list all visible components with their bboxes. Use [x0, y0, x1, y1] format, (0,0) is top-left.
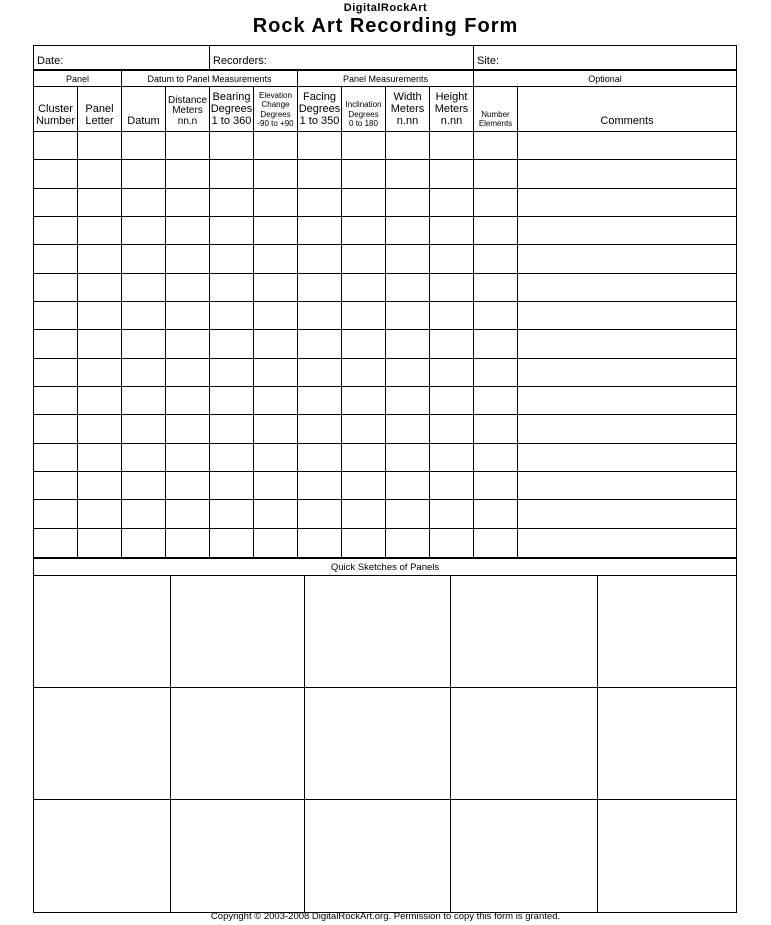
data-cell	[518, 245, 736, 273]
data-cell	[430, 245, 474, 273]
data-cell	[342, 217, 386, 245]
data-cell	[342, 444, 386, 472]
column-header-datum: Datum	[122, 87, 166, 131]
data-cell	[78, 217, 122, 245]
data-cell	[430, 500, 474, 528]
data-cell	[254, 245, 298, 273]
data-cell	[298, 444, 342, 472]
sketch-cell	[171, 800, 305, 912]
data-cell	[166, 132, 210, 160]
data-cell	[386, 529, 430, 557]
data-cell	[386, 160, 430, 188]
data-cell	[298, 274, 342, 302]
data-cell	[122, 415, 166, 443]
data-cell	[386, 387, 430, 415]
data-cell	[474, 472, 518, 500]
data-cell	[298, 245, 342, 273]
data-cell	[474, 359, 518, 387]
data-cell	[298, 359, 342, 387]
column-header-row	[34, 87, 736, 132]
site-label: Site:	[477, 55, 500, 67]
data-cell	[34, 387, 78, 415]
data-cell	[166, 500, 210, 528]
data-cell	[474, 132, 518, 160]
data-cell	[78, 160, 122, 188]
data-cell	[474, 500, 518, 528]
data-cell	[342, 415, 386, 443]
sketch-cell	[598, 576, 736, 688]
data-cell	[430, 387, 474, 415]
data-cell	[386, 132, 430, 160]
data-cell	[298, 415, 342, 443]
data-cell	[210, 330, 254, 358]
data-cell	[342, 160, 386, 188]
data-cell	[78, 387, 122, 415]
data-cell	[78, 500, 122, 528]
data-cell	[254, 160, 298, 188]
data-cell	[518, 132, 736, 160]
data-cell	[518, 444, 736, 472]
data-cell	[342, 387, 386, 415]
data-cell	[210, 472, 254, 500]
data-cell	[210, 132, 254, 160]
data-cell	[430, 160, 474, 188]
data-cell	[518, 529, 736, 557]
data-cell	[430, 529, 474, 557]
data-cell	[166, 330, 210, 358]
data-cell	[342, 302, 386, 330]
sketch-cell	[598, 800, 736, 912]
data-cell	[122, 444, 166, 472]
data-cell	[342, 274, 386, 302]
data-cell	[78, 132, 122, 160]
data-cell	[430, 444, 474, 472]
date-label: Date:	[37, 55, 64, 67]
data-cell	[122, 529, 166, 557]
data-cell	[210, 302, 254, 330]
data-cell	[34, 444, 78, 472]
data-cell	[34, 302, 78, 330]
data-cell	[210, 529, 254, 557]
data-cell	[474, 245, 518, 273]
data-cell	[342, 132, 386, 160]
data-cell	[166, 217, 210, 245]
data-cell	[122, 274, 166, 302]
data-cell	[34, 500, 78, 528]
column-header-elevation-change: Elevation Change Degrees -90 to +90	[254, 87, 298, 131]
brand-text: DigitalRockArt	[343, 2, 428, 14]
data-cell	[518, 189, 736, 217]
group-header-panel: Panel	[34, 71, 122, 86]
data-cell	[386, 415, 430, 443]
data-cell	[122, 302, 166, 330]
data-cell	[474, 302, 518, 330]
column-header-comments: Comments	[600, 115, 654, 128]
sketch-cell	[451, 800, 598, 912]
data-cell	[474, 330, 518, 358]
data-cell	[386, 245, 430, 273]
sketches-header	[34, 557, 736, 576]
data-cell	[34, 359, 78, 387]
sketch-cell	[598, 688, 736, 800]
data-cell	[166, 472, 210, 500]
data-cell	[122, 132, 166, 160]
data-cell	[166, 444, 210, 472]
data-cell	[254, 330, 298, 358]
data-cell	[122, 472, 166, 500]
data-cell	[298, 132, 342, 160]
data-cell	[386, 444, 430, 472]
data-cell	[518, 359, 736, 387]
data-cell	[518, 500, 736, 528]
data-cell	[386, 330, 430, 358]
data-cell	[78, 274, 122, 302]
data-cell	[386, 472, 430, 500]
group-header-datum-to-panel-measurements: Datum to Panel Measurements	[122, 71, 298, 86]
data-cell	[78, 444, 122, 472]
data-cell	[430, 415, 474, 443]
copyright-text: Copyright © 2003-2008 DigitalRockArt.org. Permission to copy this form is granted.	[210, 911, 561, 922]
form-header	[0, 2, 771, 38]
column-header-number-elements: Number Elements	[474, 87, 518, 131]
data-cell	[342, 500, 386, 528]
data-cell	[430, 189, 474, 217]
group-header-row	[34, 71, 736, 87]
data-cell	[34, 415, 78, 443]
data-cell	[518, 387, 736, 415]
column-header-facing-degrees: Facing Degrees 1 to 350	[298, 87, 342, 131]
data-cell	[518, 415, 736, 443]
data-cell	[166, 189, 210, 217]
column-header-bearing-degrees: Bearing Degrees 1 to 360	[210, 87, 254, 131]
sketch-cell	[305, 576, 451, 688]
data-cell	[78, 245, 122, 273]
data-cell	[34, 472, 78, 500]
info-row	[34, 46, 736, 71]
data-cell	[518, 330, 736, 358]
data-cell	[254, 387, 298, 415]
data-cell	[210, 160, 254, 188]
data-cell	[298, 217, 342, 245]
data-cell	[254, 132, 298, 160]
data-cell	[122, 160, 166, 188]
data-cell	[298, 387, 342, 415]
data-cell	[430, 472, 474, 500]
data-cell	[254, 415, 298, 443]
sketch-cell	[171, 576, 305, 688]
data-cell	[210, 415, 254, 443]
data-cell	[122, 500, 166, 528]
column-header-inclination-degrees: Inclination Degrees 0 to 180	[342, 87, 386, 131]
data-cell	[474, 160, 518, 188]
data-cell	[518, 217, 736, 245]
data-cell	[386, 359, 430, 387]
data-cell	[210, 444, 254, 472]
data-cell	[78, 330, 122, 358]
sketch-cell	[451, 576, 598, 688]
data-cell	[474, 415, 518, 443]
data-cell	[34, 245, 78, 273]
sketch-cell	[34, 800, 171, 912]
sketch-cell	[34, 576, 171, 688]
data-cell	[430, 330, 474, 358]
data-cell	[386, 302, 430, 330]
column-header-cluster-number: Cluster Number	[34, 87, 78, 131]
data-grid	[34, 132, 736, 557]
data-cell	[342, 330, 386, 358]
data-cell	[386, 274, 430, 302]
data-cell	[210, 245, 254, 273]
sketch-cell	[305, 800, 451, 912]
data-cell	[122, 359, 166, 387]
data-cell	[254, 302, 298, 330]
data-cell	[34, 330, 78, 358]
data-cell	[474, 274, 518, 302]
data-cell	[254, 189, 298, 217]
column-header-distance-meters: Distance Meters nn.n	[166, 87, 210, 131]
data-cell	[298, 189, 342, 217]
data-cell	[342, 189, 386, 217]
sketch-cell	[305, 688, 451, 800]
data-cell	[298, 500, 342, 528]
data-cell	[386, 217, 430, 245]
data-cell	[342, 245, 386, 273]
data-cell	[166, 387, 210, 415]
data-cell	[298, 302, 342, 330]
data-cell	[430, 132, 474, 160]
data-cell	[254, 444, 298, 472]
page-title: Rock Art Recording Form	[252, 15, 519, 37]
form-table	[33, 45, 737, 913]
data-cell	[430, 359, 474, 387]
data-cell	[122, 387, 166, 415]
data-cell	[342, 359, 386, 387]
column-header-height-meters: Height Meters n.nn	[430, 87, 474, 131]
column-header-panel-letter: Panel Letter	[78, 87, 122, 131]
data-cell	[474, 189, 518, 217]
data-cell	[210, 500, 254, 528]
group-header-optional: Optional	[588, 73, 622, 84]
sketches-header-label: Quick Sketches of Panels	[330, 561, 440, 573]
data-cell	[210, 359, 254, 387]
data-cell	[78, 359, 122, 387]
data-cell	[518, 472, 736, 500]
sketch-cell	[451, 688, 598, 800]
data-cell	[166, 274, 210, 302]
data-cell	[210, 274, 254, 302]
sketch-grid	[34, 576, 736, 912]
data-cell	[518, 274, 736, 302]
data-cell	[166, 415, 210, 443]
data-cell	[78, 472, 122, 500]
data-cell	[342, 529, 386, 557]
data-cell	[254, 500, 298, 528]
data-cell	[254, 472, 298, 500]
data-cell	[254, 529, 298, 557]
data-cell	[430, 302, 474, 330]
data-cell	[166, 359, 210, 387]
date-cell	[34, 46, 210, 69]
data-cell	[474, 387, 518, 415]
site-cell	[474, 46, 736, 69]
data-cell	[34, 529, 78, 557]
data-cell	[122, 245, 166, 273]
recorders-cell	[210, 46, 474, 69]
data-cell	[474, 217, 518, 245]
data-cell	[298, 529, 342, 557]
data-cell	[254, 274, 298, 302]
data-cell	[210, 387, 254, 415]
data-cell	[34, 189, 78, 217]
sketch-cell	[171, 688, 305, 800]
recorders-label: Recorders:	[213, 55, 267, 67]
data-cell	[430, 274, 474, 302]
data-cell	[78, 529, 122, 557]
column-header-width-meters: Width Meters n.nn	[386, 87, 430, 131]
data-cell	[518, 302, 736, 330]
data-cell	[518, 160, 736, 188]
data-cell	[474, 444, 518, 472]
data-cell	[210, 189, 254, 217]
data-cell	[430, 217, 474, 245]
data-cell	[474, 529, 518, 557]
data-cell	[122, 330, 166, 358]
data-cell	[34, 274, 78, 302]
data-cell	[210, 217, 254, 245]
data-cell	[78, 302, 122, 330]
data-cell	[166, 160, 210, 188]
data-cell	[254, 217, 298, 245]
data-cell	[34, 132, 78, 160]
data-cell	[166, 245, 210, 273]
data-cell	[34, 160, 78, 188]
data-cell	[78, 415, 122, 443]
data-cell	[34, 217, 78, 245]
data-cell	[298, 472, 342, 500]
data-cell	[78, 189, 122, 217]
data-cell	[386, 189, 430, 217]
data-cell	[298, 160, 342, 188]
data-cell	[166, 302, 210, 330]
data-cell	[342, 472, 386, 500]
data-cell	[386, 500, 430, 528]
data-cell	[254, 359, 298, 387]
data-cell	[122, 189, 166, 217]
data-cell	[122, 217, 166, 245]
data-cell	[298, 330, 342, 358]
data-cell	[166, 529, 210, 557]
sketch-cell	[34, 688, 171, 800]
group-header-panel-measurements: Panel Measurements	[298, 71, 474, 86]
